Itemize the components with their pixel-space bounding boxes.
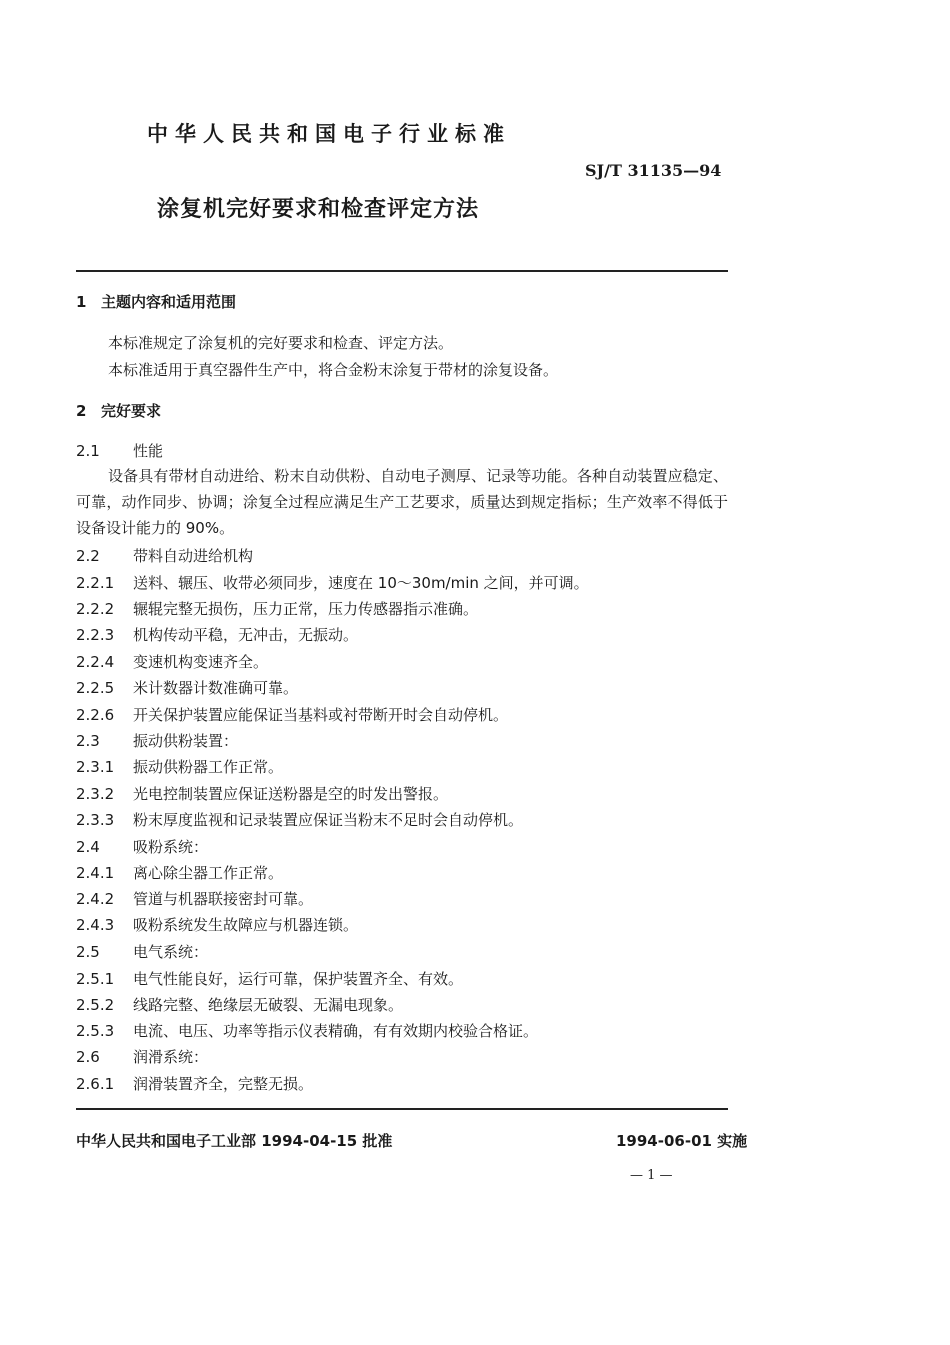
clause-text: 变速机构变速齐全。	[133, 653, 269, 671]
clause-text: 线路完整、绝缘层无破裂、无漏电现象。	[133, 996, 404, 1014]
clause-text: 振动供粉装置：	[133, 732, 239, 750]
section-title: 主题内容和适用范围	[101, 293, 237, 311]
clause-number: 2.1	[76, 442, 100, 460]
clause-number: 2.5.1	[76, 970, 115, 988]
section-title: 完好要求	[101, 402, 162, 420]
clause-2-1-body	[76, 463, 728, 541]
approval-line: 中华人民共和国电子工业部 1994-04-15 批准	[76, 1132, 393, 1150]
clause-row	[76, 651, 268, 672]
clause-number: 2.2.4	[76, 653, 115, 671]
clause-row	[76, 598, 478, 619]
clause-text: 辗辊完整无损伤，压力正常，压力传感器指示准确。	[133, 600, 479, 618]
clause-number: 2.4.3	[76, 916, 115, 934]
section-1-heading	[76, 291, 236, 312]
clause-number: 2.3.1	[76, 758, 115, 776]
clause-row	[76, 968, 463, 989]
clause-number: 2.3.2	[76, 785, 115, 803]
clause-number: 2.4	[76, 838, 100, 856]
clause-number: 2.5	[76, 943, 100, 961]
clause-number: 2.2.6	[76, 706, 115, 724]
clause-row	[76, 862, 283, 883]
section-number: 1	[76, 293, 87, 311]
clause-number: 2.5.3	[76, 1022, 115, 1040]
paragraph: 本标准规定了涂复机的完好要求和检查、评定方法。	[108, 334, 454, 352]
clause-row	[76, 836, 208, 857]
clause-number: 2.2.1	[76, 574, 115, 592]
clause-text: 机构传动平稳，无冲击，无振动。	[133, 626, 359, 644]
clause-row	[76, 994, 403, 1015]
clause-row	[76, 624, 358, 645]
paragraph: 设备具有带材自动进给、粉末自动供粉、自动电子测厚、记录等功能。各种自动装置应稳定、可靠，动作同步、协调；涂复全过程应满足生产工艺要求，质量达到规定指标；生产效率不得低于设备设计能力的 90%。	[76, 467, 728, 537]
clause-row	[76, 572, 589, 593]
clause-text: 电流、电压、功率等指示仪表精确，有有效期内校验合格证。	[133, 1022, 539, 1040]
bottom-divider	[76, 1108, 728, 1110]
clause-row	[76, 730, 238, 751]
clause-number: 2.2.5	[76, 679, 115, 697]
clause-number: 2.2.2	[76, 600, 115, 618]
clause-text: 润滑装置齐全，完整无损。	[133, 1075, 314, 1093]
paragraph: 本标准适用于真空器件生产中，将合金粉末涂复于带材的涂复设备。	[108, 361, 559, 379]
standard-category: 中华人民共和国电子行业标准	[147, 122, 511, 146]
clause-text: 电气性能良好，运行可靠，保护装置齐全、有效。	[133, 970, 464, 988]
clause-text: 开关保护装置应能保证当基料或衬带断开时会自动停机。	[133, 706, 509, 724]
section-2-heading	[76, 400, 161, 421]
clause-row	[76, 783, 448, 804]
clause-row	[76, 888, 313, 909]
clause-row	[76, 1020, 538, 1041]
clause-number: 2.3.3	[76, 811, 115, 829]
clause-text: 带料自动进给机构	[133, 547, 254, 565]
implementation-date: 1994-06-01 实施	[616, 1132, 748, 1150]
clause-row	[76, 1046, 208, 1067]
clause-number: 2.3	[76, 732, 100, 750]
standard-code: SJ/T 31135—94	[585, 161, 722, 180]
clause-number: 2.2	[76, 547, 100, 565]
clause-text: 管道与机器联接密封可靠。	[133, 890, 314, 908]
clause-text: 粉末厚度监视和记录装置应保证当粉末不足时会自动停机。	[133, 811, 524, 829]
document-title: 涂复机完好要求和检查评定方法	[157, 197, 480, 222]
clause-row	[76, 545, 253, 566]
clause-number: 2.4.1	[76, 864, 115, 882]
page-number: — 1 —	[630, 1168, 673, 1183]
clause-number: 2.6.1	[76, 1075, 115, 1093]
clause-text: 电气系统：	[133, 943, 209, 961]
top-divider	[76, 270, 728, 272]
clause-row	[76, 704, 508, 725]
clause-text: 性能	[133, 442, 164, 460]
clause-text: 振动供粉器工作正常。	[133, 758, 284, 776]
clause-text: 润滑系统：	[133, 1048, 209, 1066]
clause-number: 2.6	[76, 1048, 100, 1066]
clause-row	[76, 809, 523, 830]
clause-row	[76, 914, 358, 935]
clause-2-1	[76, 440, 163, 461]
clause-text: 送料、辗压、收带必须同步，速度在 10～30m/min 之间，并可调。	[133, 574, 589, 592]
clause-text: 吸粉系统：	[133, 838, 209, 856]
clause-row	[76, 941, 208, 962]
clause-text: 吸粉系统发生故障应与机器连锁。	[133, 916, 359, 934]
clause-text: 米计数器计数准确可靠。	[133, 679, 299, 697]
clause-row	[76, 1073, 313, 1094]
section-number: 2	[76, 402, 87, 420]
clause-text: 离心除尘器工作正常。	[133, 864, 284, 882]
clause-row	[76, 756, 283, 777]
clause-number: 2.2.3	[76, 626, 115, 644]
clause-row	[76, 677, 298, 698]
clause-number: 2.4.2	[76, 890, 115, 908]
clause-text: 光电控制装置应保证送粉器是空的时发出警报。	[133, 785, 449, 803]
clause-number: 2.5.2	[76, 996, 115, 1014]
